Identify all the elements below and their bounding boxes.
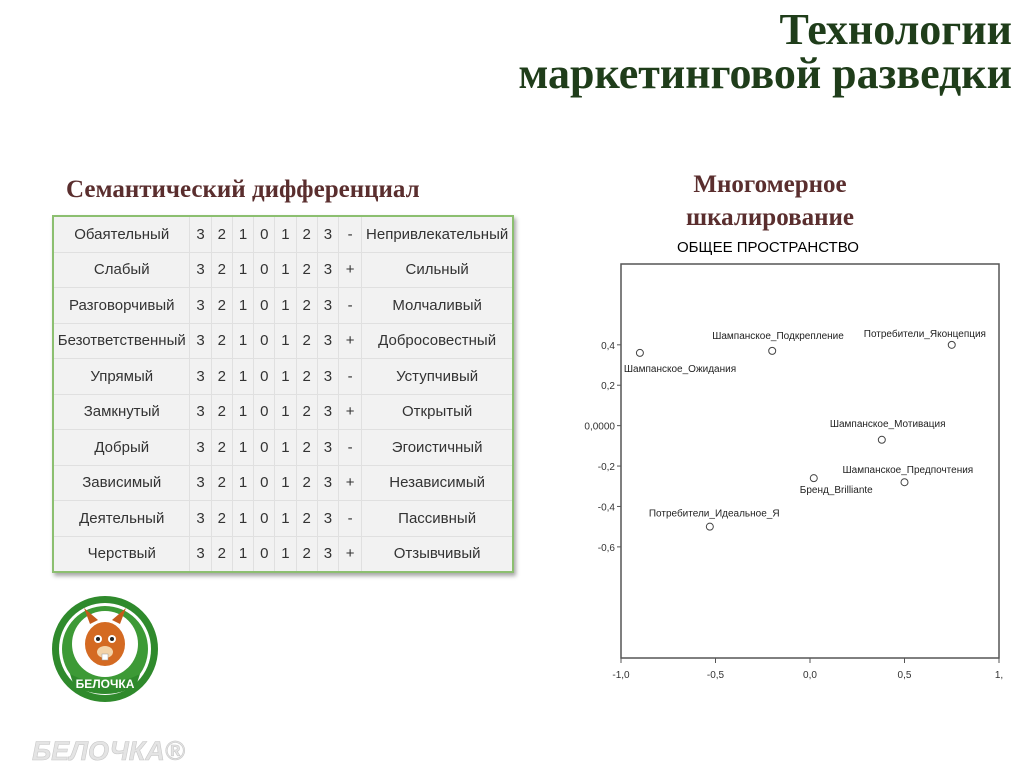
scatter-point [901,479,908,486]
sd-scale-value: 2 [211,288,232,324]
scatter-point [878,436,885,443]
sd-row [53,216,513,252]
sd-sign: - [339,430,362,466]
sd-scale-value: 0 [254,394,275,430]
sd-scale-value: 0 [254,252,275,288]
sd-scale-value: 2 [296,465,317,501]
sd-scale-value: 2 [296,216,317,252]
mds-subtitle: ОБЩЕЕ ПРОСТРАНСТВО [677,239,859,256]
scatter-point [810,475,817,482]
sd-row [53,394,513,430]
sd-scale-value: 3 [317,323,338,359]
sd-scale-value: 3 [317,501,338,537]
sd-scale-value: 3 [190,430,211,466]
sd-scale-value: 2 [296,394,317,430]
sd-scale-value: 1 [232,252,253,288]
y-tick-label: 0,0000 [584,421,615,433]
slide-title [518,5,1012,98]
sd-scale-value: 0 [254,216,275,252]
sd-scale-value: 1 [232,288,253,324]
sd-scale-value: 3 [317,394,338,430]
sd-scale-value: 2 [211,394,232,430]
x-tick-label: -0,5 [706,670,725,681]
sd-sign: + [339,394,362,430]
y-tick-label: -0,6 [597,542,615,554]
sd-scale-value: 3 [317,288,338,324]
sd-left-adjective: Черствый [53,536,190,572]
scatter-point-label: Шампанское_Предпочтения [842,465,974,477]
sd-scale-value: 2 [296,501,317,537]
scatter-point [769,347,776,354]
sd-scale-value: 0 [254,501,275,537]
scatter-point-label: Потребители_Яконцепция [863,328,986,340]
sd-scale-value: 1 [232,501,253,537]
sd-left-adjective: Добрый [53,430,190,466]
sd-right-adjective: Пассивный [362,501,513,537]
sd-scale-value: 2 [296,536,317,572]
sd-sign: + [339,323,362,359]
y-tick-label: 0,2 [601,381,615,393]
sd-left-adjective: Упрямый [53,359,190,395]
sd-row [53,252,513,288]
sd-scale-value: 1 [232,216,253,252]
sd-left-adjective: Слабый [53,252,190,288]
sd-scale-value: 3 [190,536,211,572]
sd-scale-value: 2 [211,216,232,252]
sd-row [53,465,513,501]
y-tick-label: -0,2 [597,462,615,474]
sd-scale-value: 0 [254,430,275,466]
y-tick-label: 0,4 [601,340,615,352]
sd-scale-value: 1 [232,536,253,572]
sd-scale-value: 3 [190,288,211,324]
title-line-1: Технологии [779,5,1012,54]
sd-scale-value: 1 [232,430,253,466]
sd-right-adjective: Добросовестный [362,323,513,359]
sd-row [53,501,513,537]
belochka-logo [50,594,160,704]
sd-scale-value: 3 [190,252,211,288]
sd-scale-value: 1 [232,394,253,430]
sd-scale-value: 0 [254,323,275,359]
sd-sign: + [339,465,362,501]
sd-scale-value: 3 [317,216,338,252]
mds-heading: Многомерное шкалирование [686,171,854,231]
sd-sign: - [339,288,362,324]
x-tick-label: 0,5 [897,670,912,681]
sd-left-adjective: Разговорчивый [53,288,190,324]
sd-row [53,359,513,395]
sd-scale-value: 3 [190,323,211,359]
sd-right-adjective: Уступчивый [362,359,513,395]
sd-scale-value: 1 [275,394,296,430]
scatter-point [948,341,955,348]
mds-scatter-plot [570,258,1010,688]
sd-sign: + [339,536,362,572]
sd-right-adjective: Молчаливый [362,288,513,324]
scatter-point-label: Шампанское_Подкрепление [712,330,844,342]
sd-left-adjective: Безответственный [53,323,190,359]
sd-right-adjective: Сильный [362,252,513,288]
sd-scale-value: 1 [275,288,296,324]
sd-right-adjective: Независимый [362,465,513,501]
sd-scale-value: 3 [317,359,338,395]
x-tick-label: -1,0 [612,670,630,681]
sd-scale-value: 0 [254,465,275,501]
sd-scale-value: 1 [275,216,296,252]
sd-scale-value: 1 [232,359,253,395]
sd-left-adjective: Замкнутый [53,394,190,430]
sd-right-adjective: Отзывчивый [362,536,513,572]
sd-right-adjective: Эгоистичный [362,430,513,466]
sd-right-adjective: Непривлекательный [362,216,513,252]
sd-sign: - [339,359,362,395]
sd-scale-value: 2 [296,430,317,466]
sd-scale-value: 2 [296,252,317,288]
sd-scale-value: 1 [275,501,296,537]
sd-scale-value: 1 [275,323,296,359]
sd-scale-value: 2 [211,252,232,288]
sd-left-adjective: Деятельный [53,501,190,537]
x-tick-label: 0,0 [803,670,817,681]
sd-row [53,323,513,359]
sd-scale-value: 1 [275,430,296,466]
sd-sign: - [339,501,362,537]
sd-sign: + [339,252,362,288]
scatter-point-label: Бренд_Brilliante [799,485,873,497]
sd-scale-value: 1 [275,359,296,395]
belochka-brand-watermark [30,728,190,768]
sd-scale-value: 2 [211,359,232,395]
sd-scale-value: 3 [317,252,338,288]
sd-scale-value: 2 [211,430,232,466]
scatter-point [636,349,643,356]
sd-scale-value: 2 [211,536,232,572]
brand-text: БЕЛОЧКА® [32,736,185,766]
sd-row [53,430,513,466]
semantic-differential-table [52,215,514,573]
sd-scale-value: 0 [254,288,275,324]
sd-scale-value: 3 [190,501,211,537]
scatter-point [706,523,713,530]
title-line-2: маркетинговой разведки [518,49,1012,98]
sd-scale-value: 3 [317,536,338,572]
sd-sign: - [339,216,362,252]
sd-scale-value: 2 [296,323,317,359]
sd-left-adjective: Обаятельный [53,216,190,252]
sd-scale-value: 3 [190,465,211,501]
sd-scale-value: 2 [296,288,317,324]
sd-row [53,288,513,324]
scatter-point-label: Потребители_Идеальное_Я [648,508,780,520]
sd-scale-value: 0 [254,359,275,395]
sd-right-adjective: Открытый [362,394,513,430]
sd-left-adjective: Зависимый [53,465,190,501]
sd-scale-value: 2 [296,359,317,395]
sd-scale-value: 1 [275,465,296,501]
sd-scale-value: 3 [317,430,338,466]
semantic-differential-heading: Семантический дифференциал [66,176,420,203]
sd-scale-value: 3 [317,465,338,501]
sd-scale-value: 3 [190,216,211,252]
x-tick-label: 1, [994,670,1004,681]
sd-scale-value: 1 [232,465,253,501]
sd-scale-value: 3 [190,394,211,430]
sd-scale-value: 2 [211,501,232,537]
sd-scale-value: 1 [232,323,253,359]
sd-scale-value: 1 [275,536,296,572]
sd-scale-value: 2 [211,465,232,501]
sd-scale-value: 3 [190,359,211,395]
scatter-point-label: Шампанское_Ожидания [623,363,737,375]
y-tick-label: -0,4 [597,502,615,514]
sd-row [53,536,513,572]
sd-scale-value: 0 [254,536,275,572]
logo-text: БЕЛОЧКА [75,677,135,691]
scatter-point-label: Шампанское_Мотивация [829,418,946,430]
sd-scale-value: 2 [211,323,232,359]
plot-frame [621,264,999,658]
sd-scale-value: 1 [275,252,296,288]
